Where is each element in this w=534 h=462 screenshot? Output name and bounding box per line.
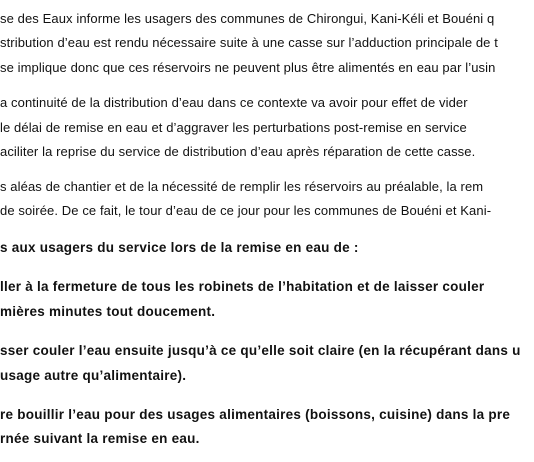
paragraph-3-line-1: s aléas de chantier et de la nécessité de remplir les réservoirs au préalable, la rem [0,179,484,194]
paragraph-3-line-2: de soirée. De ce fait, le tour d’eau de ce jour pour les communes de Bouéni et Kani- [0,203,492,218]
recommendation-2-line-2: usage autre qu’alimentaire). [0,368,187,383]
paragraph-2-line-3: aciliter la reprise du service de distribution d’eau après réparation de cette casse. [0,144,476,159]
paragraph-1-line-1: se des Eaux informe les usagers des communes de Chirongui, Kani-Kéli et Bouéni q [0,11,495,26]
paragraph-1-line-3: se implique donc que ces réservoirs ne peuvent plus être alimentés en eau par l’usin [0,60,496,75]
recommendation-1-line-2: mières minutes tout doucement. [0,304,216,319]
recommendation-2-line-1: sser couler l’eau ensuite jusqu’à ce qu’elle soit claire (en la récupérant dans u [0,343,521,358]
recommendation-1-line-1: ller à la fermeture de tous les robinets de l’habitation et de laisser couler [0,279,485,294]
paragraph-2-line-1: a continuité de la distribution d’eau dans ce contexte va avoir pour effet de vider [0,95,468,110]
recommendation-3-line-2: rnée suivant la remise en eau. [0,431,200,446]
paragraph-1-line-2: stribution d’eau est rendu nécessaire suite à une casse sur l’adduction principale de t [0,35,498,50]
recommendation-3-line-1: re bouillir l’eau pour des usages alimentaires (boissons, cuisine) dans la pre [0,407,511,422]
recommendations-heading: s aux usagers du service lors de la remise en eau de : [0,240,359,255]
paragraph-2-line-2: le délai de remise en eau et d’aggraver les perturbations post-remise en service [0,120,467,135]
